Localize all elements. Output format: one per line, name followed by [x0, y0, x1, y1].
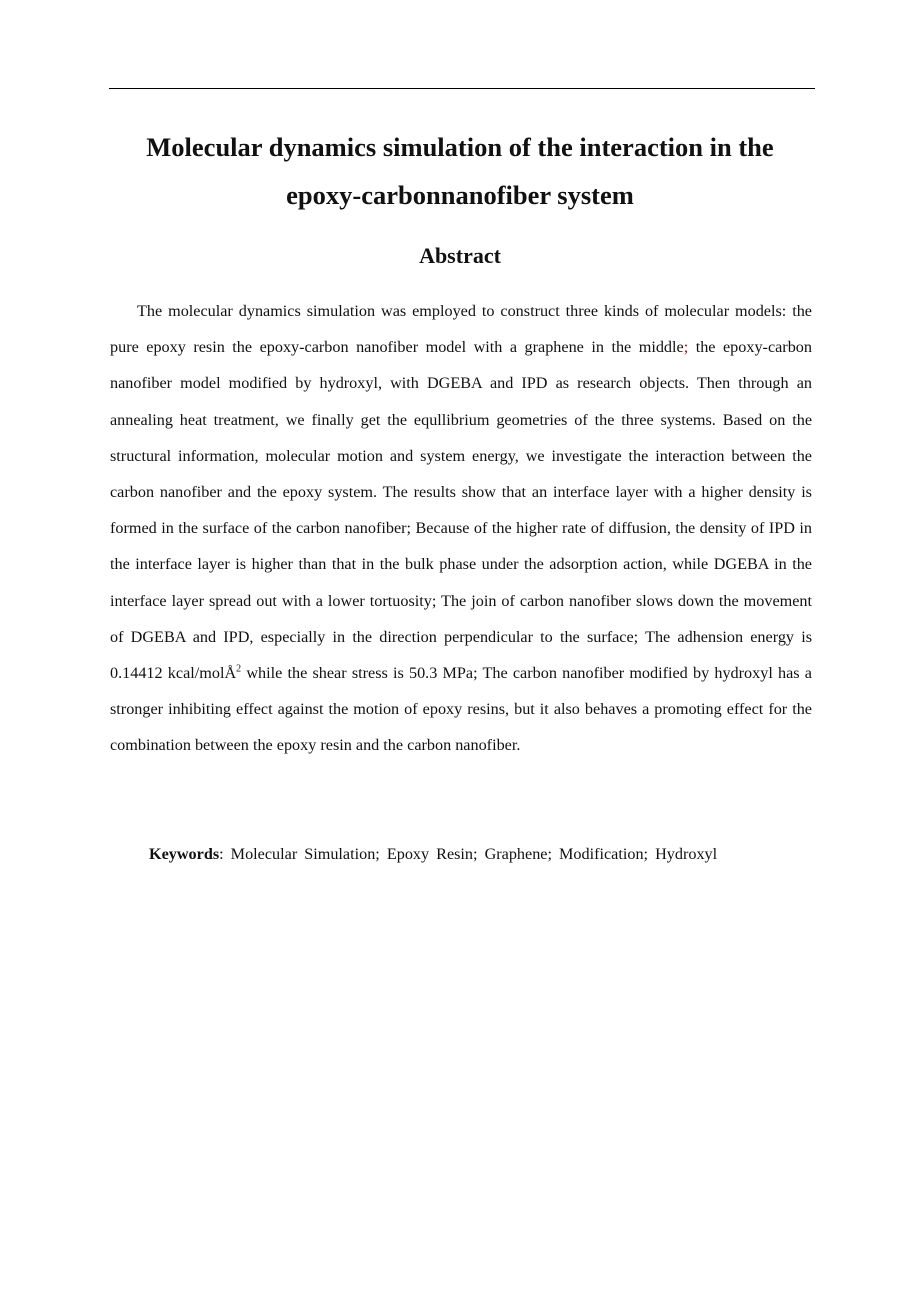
- page-title: [100, 123, 820, 219]
- keywords-label: Keywords: [149, 845, 220, 863]
- abstract-text-part-3: while the shear stress is 50.3 MPa; The carbon nanofiber modified by hydroxyl has a stronger inhibiting effect against the motion of epoxy resins, but it also behaves a promoting effect for the combination between the epoxy resin and the carbon nanofiber.: [110, 664, 812, 755]
- abstract-text-part-2: the epoxy-carbon nanofiber model modified by hydroxyl, with DGEBA and IPD as research objects. Then through an annealing heat treatment, we finally get the equllibrium geometries of the three systems. Based on the structural information, molecular motion and system energy, we investigate the interaction between the carbon nanofiber and the epoxy system. The results show that an interface layer with a higher density is formed in the surface of the carbon nanofiber; Because of the higher rate of diffusion, the density of IPD in the interface layer is higher than that in the bulk phase under the adsorption action, while DGEBA in the interface layer spread out with a lower tortuosity; The join of carbon nanofiber slows down the movement of DGEBA and IPD, especially in the direction perpendicular to the surface; The adhension energy is 0.14412 kcal/molÅ: [110, 338, 812, 683]
- abstract-text-part-1: The molecular dynamics simulation was employed to construct three kinds of molecular models: the pure epoxy resin the epoxy-carbon nanofiber model with a graphene in the middle: [110, 302, 812, 357]
- abstract-paragraph: [110, 293, 812, 764]
- keywords-line: [149, 836, 819, 872]
- header-rule: [109, 88, 815, 89]
- unit-superscript: 2: [236, 663, 242, 675]
- keywords-text: : Molecular Simulation; Epoxy Resin; Graphene; Modification; Hydroxyl: [219, 845, 718, 863]
- title-line-1: Molecular dynamics simulation of the interaction in the: [146, 132, 774, 162]
- abstract-heading: Abstract: [419, 243, 501, 268]
- title-line-2: epoxy-carbonnanofiber system: [286, 180, 634, 210]
- abstract-separator: ;: [683, 338, 689, 357]
